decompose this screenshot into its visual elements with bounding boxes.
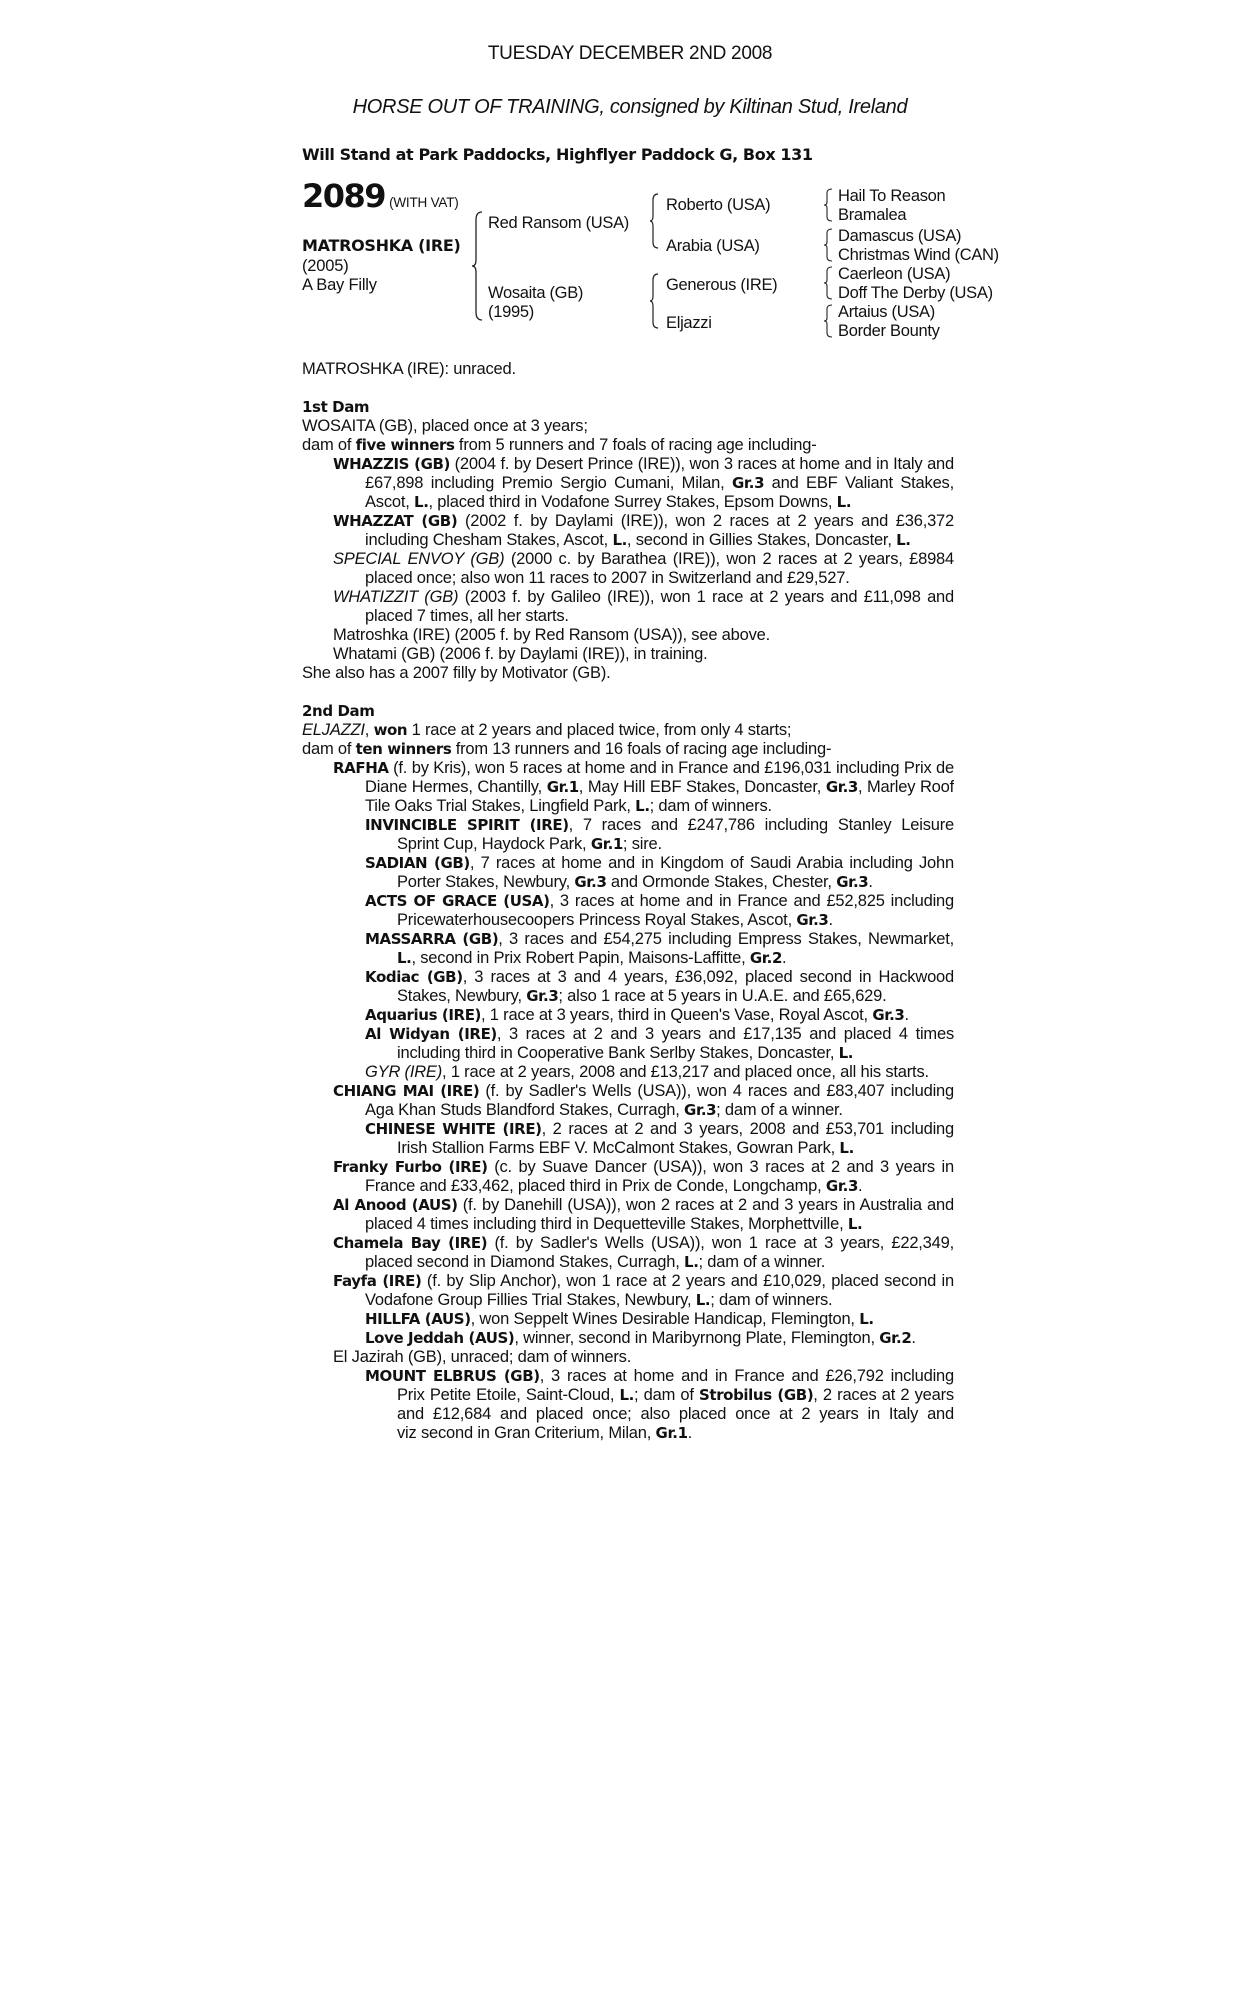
produce-line: Franky Furbo (IRE) (c. by Suave Dancer (USA)), won 3 races at 2 and 3 years in <box>333 1158 954 1176</box>
horse-description: A Bay Filly <box>302 276 377 294</box>
produce-line: RAFHA (f. by Kris), won 5 races at home and in France and £196,031 including Prix de <box>333 759 954 777</box>
produce-line: Fayfa (IRE) (f. by Slip Anchor), won 1 race at 2 years and £10,029, placed second in <box>333 1272 954 1290</box>
gg-sire-4: Artaius (USA) <box>838 303 935 321</box>
produce-line: placed 4 times including third in Dequetteville Stakes, Morphettville, L. <box>365 1215 863 1233</box>
dam-year: (1995) <box>488 303 534 321</box>
produce-line: WHATIZZIT (GB) (2003 f. by Galileo (IRE)), won 1 race at 2 years and £11,098 and <box>333 588 954 606</box>
dam-brace <box>650 272 660 332</box>
gg-sire-3: Caerleon (USA) <box>838 265 951 283</box>
produce-line: including Chesham Stakes, Ascot, L., second in Gillies Stakes, Doncaster, L. <box>365 531 911 549</box>
produce-line: MASSARRA (GB), 3 races and £54,275 including Empress Stakes, Newmarket, <box>365 930 954 948</box>
gg-dam-4: Border Bounty <box>838 322 940 340</box>
produce-line: INVINCIBLE SPIRIT (IRE), 7 races and £247,786 including Stanley Leisure <box>365 816 954 834</box>
produce-line: Al Anood (AUS) (f. by Danehill (USA)), won 2 races at 2 and 3 years in Australia and <box>333 1196 954 1214</box>
produce-line: placed 7 times, all her starts. <box>365 607 569 625</box>
produce-line: Tile Oaks Trial Stakes, Lingfield Park, L.; dam of winners. <box>365 797 772 815</box>
produce-line: Porter Stakes, Newbury, Gr.3 and Ormonde Stakes, Chester, Gr.3. <box>397 873 873 891</box>
produce-line: SPECIAL ENVOY (GB) (2000 c. by Barathea (IRE)), won 2 races at 2 years, £8984 <box>333 550 954 568</box>
first-dam-produce: dam of five winners from 5 runners and 7 foals of racing age including- <box>302 436 817 454</box>
ggp-brace-2 <box>824 228 834 264</box>
horse-name: MATROSHKA (IRE) <box>302 236 461 255</box>
produce-line: Aga Khan Studs Blandford Stakes, Curragh, Gr.3; dam of a winner. <box>365 1101 843 1119</box>
produce-line: Irish Stallion Farms EBF V. McCalmont Stakes, Gowran Park, L. <box>397 1139 854 1157</box>
sire-name: Red Ransom (USA) <box>488 214 629 232</box>
second-dam-produce: dam of ten winners from 13 runners and 16 foals of racing age including- <box>302 740 832 758</box>
produce-line: Ascot, L., placed third in Vodafone Surrey Stakes, Epsom Downs, L. <box>365 493 852 511</box>
produce-line: Vodafone Group Fillies Trial Stakes, Newbury, L.; dam of winners. <box>365 1291 833 1309</box>
sire-dam: Arabia (USA) <box>666 237 760 255</box>
produce-line: Pricewaterhousecoopers Princess Royal Stakes, Ascot, Gr.3. <box>397 911 833 929</box>
foaling-year: (2005) <box>302 257 349 275</box>
produce-line: She also has a 2007 filly by Motivator (GB). <box>302 664 611 682</box>
produce-line: Kodiac (GB), 3 races at 3 and 4 years, £36,092, placed second in Hackwood <box>365 968 954 986</box>
lot-heading <box>302 177 459 215</box>
produce-line: including third in Cooperative Bank Serlby Stakes, Doncaster, L. <box>397 1044 854 1062</box>
dam-dam: Eljazzi <box>666 314 712 332</box>
produce-line: viz second in Gran Criterium, Milan, Gr.1. <box>397 1424 693 1442</box>
produce-line: and £12,684 and placed once; also placed once at 2 years in Italy and <box>397 1405 954 1423</box>
pedigree-brace <box>472 210 484 322</box>
dam-name: Wosaita (GB) <box>488 284 584 302</box>
consignment-line: HORSE OUT OF TRAINING, consigned by Kiltinan Stud, Ireland <box>352 96 908 118</box>
catalogue-body <box>302 360 954 1443</box>
produce-line: GYR (IRE), 1 race at 2 years, 2008 and £13,217 and placed once, all his starts. <box>365 1063 929 1081</box>
gg-sire-2: Damascus (USA) <box>838 227 962 245</box>
produce-line: £67,898 including Premio Sergio Cumani, Milan, Gr.3 and EBF Valiant Stakes, <box>365 474 954 492</box>
produce-line: Stakes, Newbury, Gr.3; also 1 race at 5 years in U.A.E. and £65,629. <box>397 987 887 1005</box>
produce-line: Aquarius (IRE), 1 race at 3 years, third in Queen's Vase, Royal Ascot, Gr.3. <box>365 1006 909 1024</box>
gg-sire-1: Hail To Reason <box>838 187 946 205</box>
produce-line: France and £33,462, placed third in Prix de Conde, Longchamp, Gr.3. <box>365 1177 863 1195</box>
produce-line: Matroshka (IRE) (2005 f. by Red Ransom (USA)), see above. <box>333 626 771 644</box>
gg-dam-2: Christmas Wind (CAN) <box>838 246 999 264</box>
produce-line: L., second in Prix Robert Papin, Maisons-Laffitte, Gr.2. <box>397 949 787 967</box>
produce-line: El Jazirah (GB), unraced; dam of winners. <box>333 1348 632 1366</box>
ggp-brace-1 <box>824 188 834 224</box>
produce-line: ACTS OF GRACE (USA), 3 races at home and in France and £52,825 including <box>365 892 954 910</box>
first-dam-heading: 1st Dam <box>302 398 370 416</box>
sire-brace <box>650 192 660 252</box>
produce-line: Sprint Cup, Haydock Park, Gr.1; sire. <box>397 835 662 853</box>
gg-dam-1: Bramalea <box>838 206 907 224</box>
ggp-brace-3 <box>824 266 834 302</box>
produce-line: SADIAN (GB), 7 races at home and in Kingdom of Saudi Arabia including John <box>365 854 954 872</box>
first-dam-line: WOSAITA (GB), placed once at 3 years; <box>302 417 588 435</box>
produce-line: WHAZZAT (GB) (2002 f. by Daylami (IRE)), won 2 races at 2 years and £36,372 <box>333 512 954 530</box>
stand-location: Will Stand at Park Paddocks, Highflyer Paddock G, Box 131 <box>302 145 813 164</box>
produce-line: Love Jeddah (AUS), winner, second in Maribyrnong Plate, Flemington, Gr.2. <box>365 1329 916 1347</box>
dam-sire: Generous (IRE) <box>666 276 778 294</box>
produce-line: CHIANG MAI (IRE) (f. by Sadler's Wells (USA)), won 4 races and £83,407 including <box>333 1082 954 1100</box>
vat-note: (WITH VAT) <box>389 195 459 210</box>
second-dam-line: ELJAZZI, won 1 race at 2 years and placed twice, from only 4 starts; <box>302 721 792 739</box>
produce-line: MOUNT ELBRUS (GB), 3 races at home and in France and £26,792 including <box>365 1367 954 1385</box>
produce-line: HILLFA (AUS), won Seppelt Wines Desirable Handicap, Flemington, L. <box>365 1310 874 1328</box>
unraced-note: MATROSHKA (IRE): unraced. <box>302 360 516 378</box>
lot-number: 2089 <box>302 177 386 215</box>
produce-line: WHAZZIS (GB) (2004 f. by Desert Prince (IRE)), won 3 races at home and in Italy and <box>333 455 954 473</box>
produce-line: placed once; also won 11 races to 2007 in Switzerland and £29,527. <box>365 569 850 587</box>
produce-line: Diane Hermes, Chantilly, Gr.1, May Hill EBF Stakes, Doncaster, Gr.3, Marley Roof <box>365 778 954 796</box>
ggp-brace-4 <box>824 304 834 340</box>
sale-date: TUESDAY DECEMBER 2ND 2008 <box>487 43 773 64</box>
produce-line: Whatami (GB) (2006 f. by Daylami (IRE)), in training. <box>333 645 708 663</box>
produce-line: Prix Petite Etoile, Saint-Cloud, L.; dam of Strobilus (GB), 2 races at 2 years <box>397 1386 954 1404</box>
produce-line: Al Widyan (IRE), 3 races at 2 and 3 years and £17,135 and placed 4 times <box>365 1025 954 1043</box>
produce-line: CHINESE WHITE (IRE), 2 races at 2 and 3 years, 2008 and £53,701 including <box>365 1120 954 1138</box>
second-dam-heading: 2nd Dam <box>302 702 375 720</box>
gg-dam-3: Doff The Derby (USA) <box>838 284 993 302</box>
produce-line: placed second in Diamond Stakes, Curragh, L.; dam of a winner. <box>365 1253 826 1271</box>
sire-sire: Roberto (USA) <box>666 196 771 214</box>
produce-line: Chamela Bay (IRE) (f. by Sadler's Wells (USA)), won 1 race at 3 years, £22,349, <box>333 1234 954 1252</box>
